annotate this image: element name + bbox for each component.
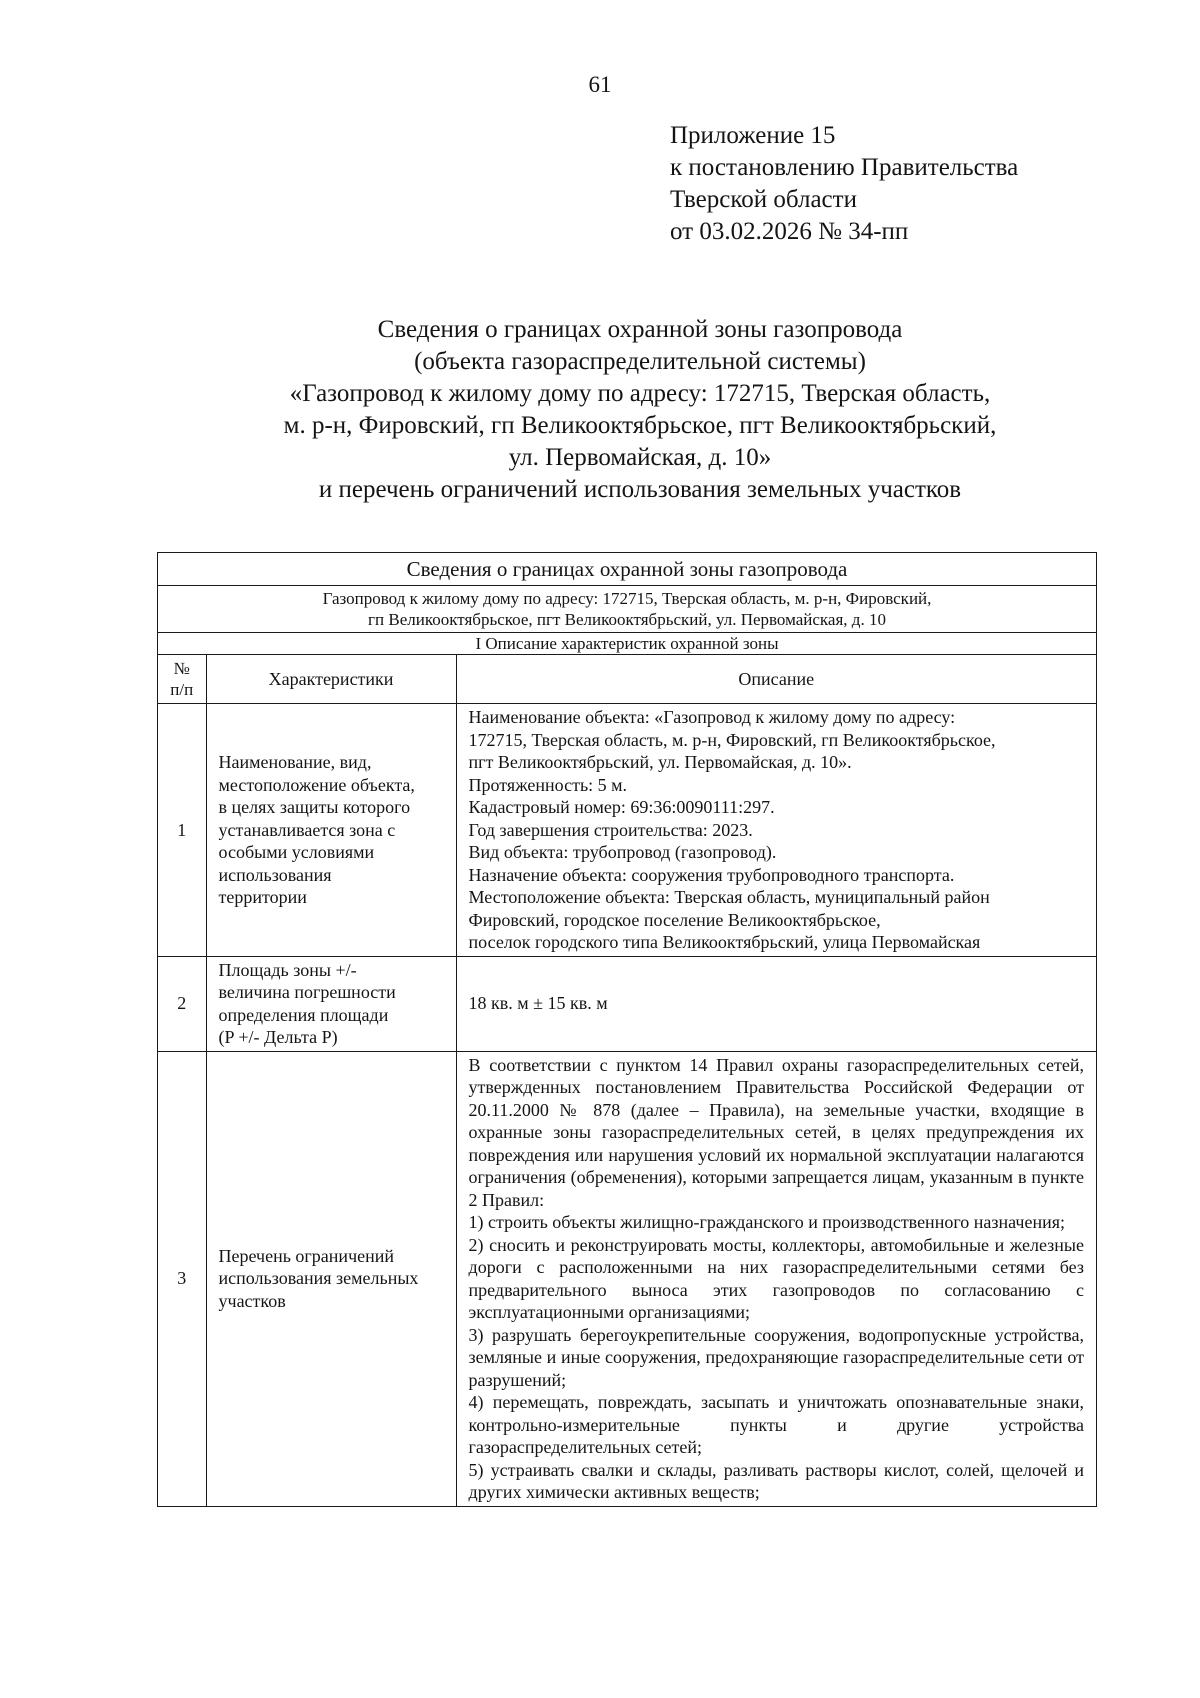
description-line: Местоположение объекта: Тверская область, муниципальный район [468, 887, 990, 907]
row-number: 1 [158, 704, 207, 957]
characteristic-line: местоположение объекта, [218, 774, 415, 795]
restriction-item: 3) разрушать берегоукрепительные сооружения, водопропускные устройства, земляные и иные сооружения, предохраняющие газораспределительные сети от разрушений; [468, 1324, 1084, 1390]
title-line: ул. Первомайская, д. 10» [508, 444, 772, 471]
row-characteristic [206, 704, 456, 957]
row-characteristic [206, 956, 456, 1051]
column-header-num-line: п/п [170, 680, 194, 699]
page-number: 61 [588, 72, 612, 97]
row-description: 18 кв. м ± 15 кв. м [456, 956, 1096, 1051]
table-header-row [158, 586, 1097, 633]
table-row [158, 704, 1097, 957]
description-line: Назначение объекта: сооружения трубопроводного транспорта. [468, 864, 955, 885]
description-line: Вид объекта: трубопровод (газопровод). [468, 842, 777, 862]
document-title [0, 314, 1200, 506]
characteristic-line: Перечень ограничений [218, 1245, 395, 1266]
row-characteristic [206, 1051, 456, 1506]
characteristic-line: определения площади [218, 1004, 389, 1025]
description-line: Протяженность: 5 м. [468, 774, 628, 795]
restriction-item: 2) сносить и реконструировать мосты, коллекторы, автомобильные и железные дороги с расположенными на них газораспределительными сетями без предварительного выноса этих газопроводов по согласованию с эксплуатационными организациями; [468, 1234, 1084, 1322]
characteristic-line: особыми условиями [218, 842, 375, 862]
appendix-line: Приложение 15 [670, 122, 836, 149]
title-line: (объекта газораспределительной системы) [414, 348, 866, 375]
characteristic-line: участков [218, 1290, 286, 1311]
characteristic-line: устанавливается зона с [218, 819, 396, 840]
appendix-line: Тверской области [670, 186, 857, 213]
restrictions-intro: В соответствии с пунктом 14 Правил охраны газораспределительных сетей, утвержденных постановлением Правительства Российской Федерации от 20.11.2000 № 878 (далее – Правила), на земельные участки, входящие в охранные зоны газораспределительных сетей, в целях предупреждения их повреждения или нарушения условий их нормальной эксплуатации налагаются ограничения (обременения), которыми запрещается лицам, указанным в пункте 2 Правил: [468, 1054, 1084, 1210]
title-line: и перечень ограничений использования земельных участков [318, 476, 962, 503]
title-line: Сведения о границах охранной зоны газопровода [377, 316, 903, 343]
object-name-line: Газопровод к жилому дому по адресу: 172715, Тверская область, м. р-н, Фировский, [322, 589, 932, 608]
characteristic-line: использования земельных [218, 1268, 419, 1289]
restriction-item: 4) перемещать, повреждать, засыпать и уничтожать опознавательные знаки, контрольно-измерительные пункты и другие устройства газораспределительных сетей; [468, 1392, 1084, 1457]
table-header-title: Сведения о границах охранной зоны газопровода [158, 553, 1097, 586]
characteristic-line: величина погрешности [218, 982, 396, 1002]
row-number: 3 [158, 1051, 207, 1506]
column-header-num-line: № [173, 659, 190, 678]
description-line: 172715, Тверская область, м. р-н, Фировский, гп Великооктябрьское, [468, 729, 996, 750]
table-header-row [158, 633, 1097, 655]
characteristic-line: Наименование, вид, [218, 752, 372, 772]
characteristic-line: территории [218, 887, 307, 907]
characteristic-line: в целях защиты которого [218, 797, 411, 817]
description-line: Наименование объекта: «Газопровод к жилому дому по адресу: [468, 707, 956, 727]
zone-table [157, 552, 1097, 1507]
row-description [456, 704, 1096, 957]
description-line: Год завершения строительства: 2023. [468, 819, 753, 840]
title-line: м. р-н, Фировский, гп Великооктябрьское, пгт Великооктябрьский, [283, 412, 997, 439]
object-name-line: гп Великооктябрьское, пгт Великооктябрьский, ул. Первомайская, д. 10 [368, 610, 886, 629]
restriction-item: 5) устраивать свалки и склады, разливать растворы кислот, солей, щелочей и других химически активных веществ; [468, 1459, 1084, 1502]
description-line: Фировский, городское поселение Великооктябрьское, [468, 909, 881, 930]
description-line: пгт Великооктябрьский, ул. Первомайская, д. 10». [468, 752, 852, 772]
appendix-line: от 03.02.2026 № 34-пп [670, 218, 909, 245]
characteristic-line: (P +/- Дельта P) [218, 1027, 338, 1047]
row-number: 2 [158, 956, 207, 1051]
table-columns-row [158, 655, 1097, 704]
table-header-row [158, 553, 1097, 586]
table-section-title: I Описание характеристик охранной зоны [158, 633, 1097, 655]
description-line: поселок городского типа Великооктябрьский, улица Первомайская [468, 932, 981, 952]
table-row [158, 956, 1097, 1051]
column-header-characteristics: Характеристики [206, 655, 456, 704]
title-line: «Газопровод к жилому дому по адресу: 172715, Тверская область, [289, 380, 991, 407]
description-line: Кадастровый номер: 69:36:0090111:297. [468, 797, 775, 817]
appendix-line: к постановлению Правительства [670, 154, 1019, 181]
table-row [158, 1051, 1097, 1506]
column-header-description: Описание [456, 655, 1096, 704]
restriction-item: 1) строить объекты жилищно-гражданского и производственного назначения; [468, 1212, 1065, 1232]
table-object-name [158, 586, 1097, 633]
row-description [456, 1051, 1096, 1506]
characteristic-line: Площадь зоны +/- [218, 959, 357, 980]
appendix-block [670, 120, 1018, 248]
characteristic-line: использования [218, 864, 332, 885]
column-header-num [158, 655, 207, 704]
